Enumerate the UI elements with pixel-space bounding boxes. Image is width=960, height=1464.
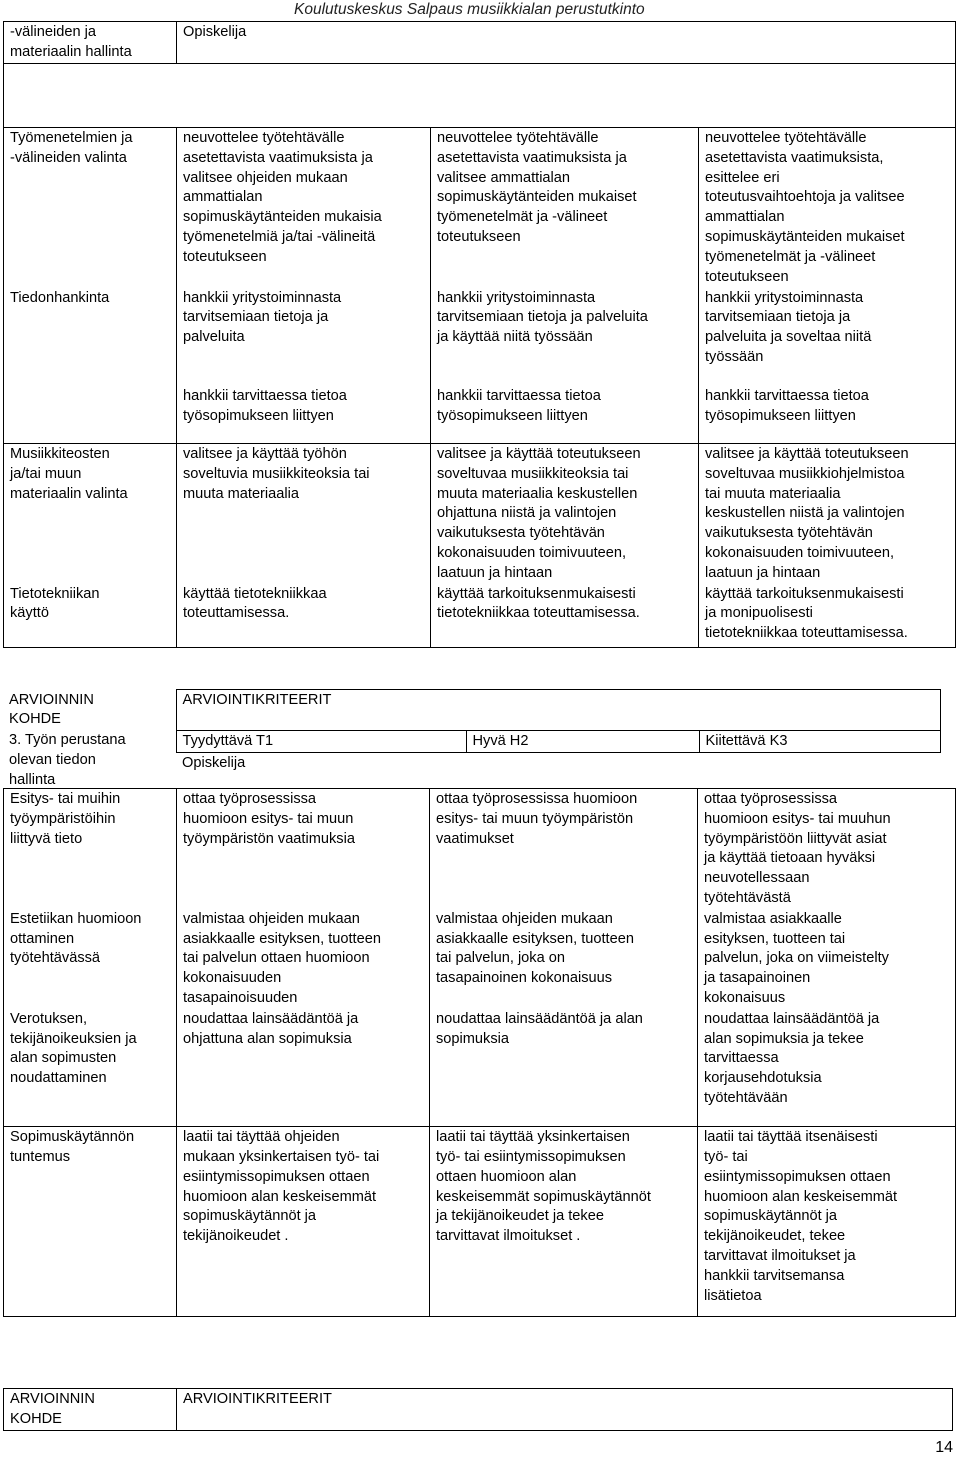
- t2-r3-target: Verotuksen, tekijänoikeuksien ja alan sopimusten noudattaminen: [4, 1009, 177, 1127]
- table-row: [4, 1009, 956, 1127]
- t1-r2-k3: hankkii yritystoiminnasta tarvitsemiaan tietoja ja palveluita ja soveltaa niitä työssään hankkii tarvittaessa tietoa työsopimukseen liittyen: [699, 288, 956, 444]
- t1-r1-k3: neuvottelee työtehtävälle asetettavista vaatimuksista, esittelee eri toteutusvaihtoehtoja ja valitsee ammattialan sopimuskäytänteiden mukaiset työmenetelmät ja -välineet toteutukseen: [699, 128, 956, 288]
- t2-r2-t1: valmistaa ohjeiden mukaan asiakkaalle esityksen, tuotteen tai palvelun ottaen huomioon kokonaisuuden tasapainoisuuden: [177, 909, 430, 1009]
- table-row: [4, 909, 956, 1009]
- t1-r0-empty-2: [699, 22, 956, 64]
- criteria-table-1: [3, 21, 956, 648]
- t1-r3-h2: valitsee ja käyttää toteutukseen soveltuvaa musiikkiteoksia tai muuta materiaalia keskustellen ohjattuna niistä ja valintojen vaikutuksesta työtehtävän kokonaisuuden toimivuuteen, laatuun ja hintaan: [431, 444, 699, 584]
- t1-r1-h2: neuvottelee työtehtävälle asetettavista vaatimuksista ja valitsee ammattialan sopimuskäytänteiden mukaiset työmenetelmät ja -välineet toteutukseen: [431, 128, 699, 288]
- t1-r0-target: -välineiden ja materiaalin hallinta: [4, 22, 177, 64]
- t2-r3-k3: noudattaa lainsäädäntöä ja alan sopimuksia ja tekee tarvittaessa korjausehdotuksia työtehtävään: [698, 1009, 956, 1127]
- t3-head-target: ARVIOINNIN KOHDE: [4, 1389, 177, 1431]
- t1-r4-k3: käyttää tarkoituksenmukaisesti ja monipuolisesti tietotekniikkaa toteuttamisessa.: [699, 584, 956, 648]
- running-header: Koulutuskeskus Salpaus musiikkialan perustutkinto: [294, 1, 645, 18]
- page-number: 14: [935, 1439, 953, 1456]
- t1-r1-target: Työmenetelmien ja -välineiden valinta: [4, 128, 177, 288]
- t2-r2-k3: valmistaa asiakkaalle esityksen, tuotteen tai palvelun, joka on viimeistelty ja tasapainoinen kokonaisuus: [698, 909, 956, 1009]
- table-row: [4, 584, 956, 648]
- criteria-table-3: [3, 1388, 953, 1431]
- t1-r3-k3: valitsee ja käyttää toteutukseen soveltuvaa musiikkiohjelmistoa tai muuta materiaalia keskustellen niistä ja valintojen vaikutuksesta työtehtävän kokonaisuuden toimivuuteen, laatuun ja hintaan: [699, 444, 956, 584]
- t2-r2-h2: valmistaa ohjeiden mukaan asiakkaalle esityksen, tuotteen tai palvelun, joka on tasapainoinen kokonaisuus: [430, 909, 698, 1009]
- t2-r1-target: Esitys- tai muihin työympäristöihin liittyvä tieto: [4, 789, 177, 909]
- t1-r0-empty-1: [431, 22, 699, 64]
- t2-r4-k3: laatii tai täyttää itsenäisesti työ- tai esiintymissopimuksen ottaen huomioon alan keskeisemmät sopimuskäytännöt ja tekijänoikeudet, tekee tarvittavat ilmoitukset ja hankkii tarvitsemansa lisätietoa: [698, 1127, 956, 1317]
- t3-head-criteria: ARVIOINTIKRITEERIT: [177, 1389, 953, 1431]
- t2-r1-k3: ottaa työprosessissa huomioon esitys- tai muuhun työympäristöön liittyvät asiat ja käyttää tietoaan hyväksi neuvotellessaan työtehtävästä: [698, 789, 956, 909]
- t1-r3-t1: valitsee ja käyttää työhön soveltuvia musiikkiteoksia tai muuta materiaalia: [177, 444, 431, 584]
- table-row: [4, 444, 956, 584]
- t2-r4-h2: laatii tai täyttää yksinkertaisen työ- tai esiintymissopimuksen ottaen huomioon alan keskeisemmät sopimuskäytännöt ja tekijänoikeudet ja tekee tarvittavat ilmoitukset .: [430, 1127, 698, 1317]
- t1-spacer-row: [4, 64, 956, 128]
- table-row: [4, 128, 956, 288]
- t2-r2-target: Estetiikan huomioon ottaminen työtehtävässä: [4, 909, 177, 1009]
- criteria-table-2: [3, 689, 941, 790]
- t2-level-k3: Kiitettävä K3: [699, 730, 940, 752]
- t1-r1-t1: neuvottelee työtehtävälle asetettavista vaatimuksista ja valitsee ohjeiden mukaan ammattialan sopimuskäytänteiden mukaisia työmenetelmiä ja/tai -välineitä toteutukseen: [177, 128, 431, 288]
- t2-r1-t1: ottaa työprosessissa huomioon esitys- tai muun työympäristön vaatimuksia: [177, 789, 430, 909]
- table-row: [4, 789, 956, 909]
- t1-r3-target: Musiikkiteosten ja/tai muun materiaalin valinta: [4, 444, 177, 584]
- t2-r4-t1: laatii tai täyttää ohjeiden mukaan yksinkertaisen työ- tai esiintymissopimuksen ottaen huomioon alan keskeisemmät sopimuskäytännöt ja tekijänoikeudet .: [177, 1127, 430, 1317]
- criteria-table-2-body: [3, 788, 956, 1317]
- table-row: [4, 288, 956, 444]
- t1-r4-target: Tietotekniikan käyttö: [4, 584, 177, 648]
- table-row: [4, 1127, 956, 1317]
- t2-r4-target: Sopimuskäytännön tuntemus: [4, 1127, 177, 1317]
- t2-level-t1: Tyydyttävä T1: [176, 730, 466, 752]
- t1-r2-t1: hankkii yritystoiminnasta tarvitsemiaan tietoja ja palveluita hankkii tarvittaessa tietoa työsopimukseen liittyen: [177, 288, 431, 444]
- t2-r1-h2: ottaa työprosessissa huomioon esitys- tai muun työympäristön vaatimukset: [430, 789, 698, 909]
- t2-head-criteria: ARVIOINTIKRITEERIT: [176, 690, 940, 731]
- t1-r4-t1: käyttää tietotekniikkaa toteuttamisessa.: [177, 584, 431, 648]
- t1-r4-h2: käyttää tarkoituksenmukaisesti tietotekniikkaa toteuttamisessa.: [431, 584, 699, 648]
- t2-r3-t1: noudattaa lainsäädäntöä ja ohjattuna alan sopimuksia: [177, 1009, 430, 1127]
- t2-student: Opiskelija: [182, 754, 246, 771]
- t1-r2-target: Tiedonhankinta: [4, 288, 177, 444]
- t2-level-h2: Hyvä H2: [466, 730, 699, 752]
- t2-r3-h2: noudattaa lainsäädäntöä ja alan sopimuksia: [430, 1009, 698, 1127]
- t1-r0-student: Opiskelija: [177, 22, 431, 64]
- t2-section-title: 3. Työn perustana olevan tiedon hallinta: [9, 732, 126, 788]
- t2-head-target: ARVIOINNIN KOHDE: [9, 691, 94, 728]
- t1-r2-h2: hankkii yritystoiminnasta tarvitsemiaan tietoja ja palveluita ja käyttää niitä työssään hankkii tarvittaessa tietoa työsopimukseen liittyen: [431, 288, 699, 444]
